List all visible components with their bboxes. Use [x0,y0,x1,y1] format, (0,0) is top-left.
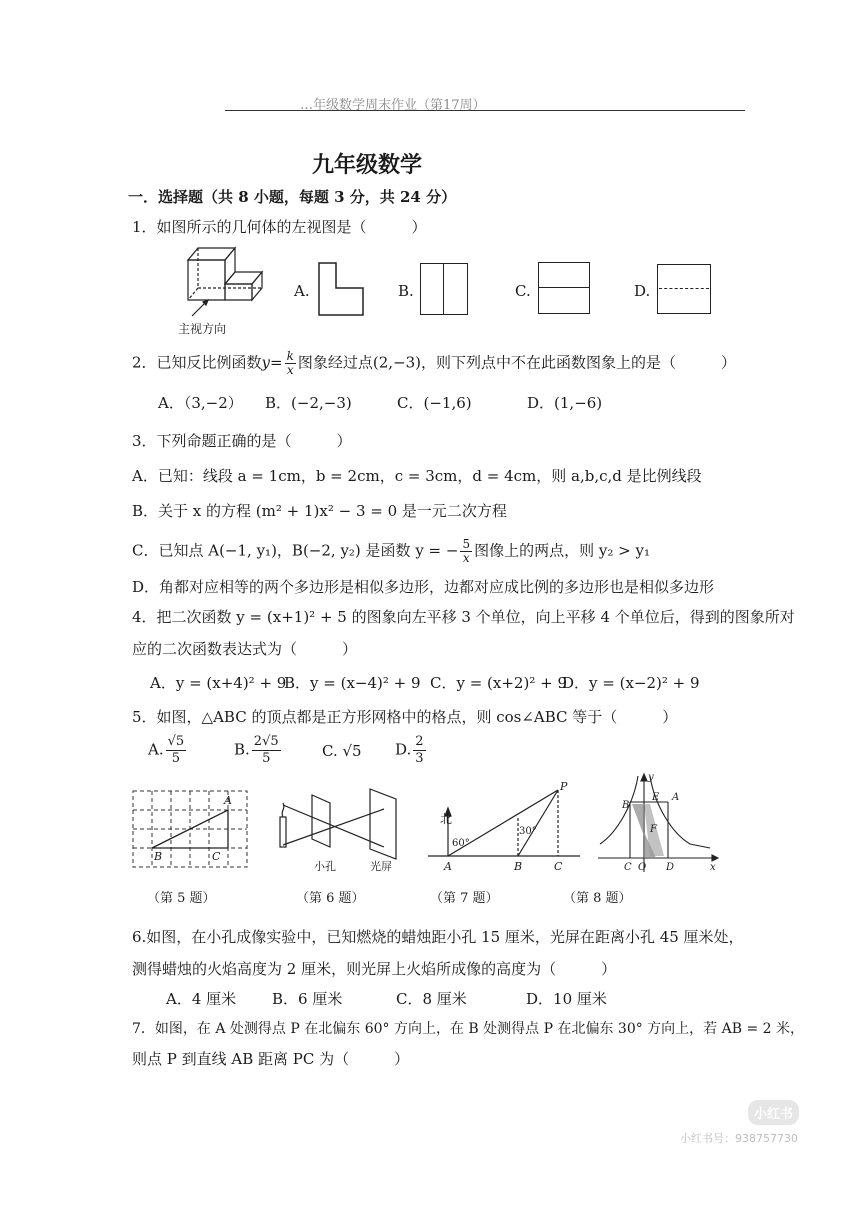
q7-stem-1: 7．如图，在 A 处测得点 P 在北偏东 60° 方向上，在 B 处测得点 P 在北偏东 30° 方向上，若 AB = 2 米， [132,1021,805,1037]
svg-text:C: C [554,860,563,873]
q3-option-a: A．已知：线段 a = 1cm，b = 2cm，c = 3cm，d = 4cm，则 a,b,c,d 是比例线段 [132,467,702,485]
q6-option-a: A．4 厘米 [166,990,237,1008]
q1-option-d: D. [634,282,651,300]
q6-stem-1: 6.如图，在小孔成像实验中，已知燃烧的蜡烛距小孔 15 厘米，光屏在距离小孔 45 厘米处， [132,928,744,946]
q1-option-b: B. [398,282,414,300]
q6-option-b: B．6 厘米 [272,990,343,1008]
svg-text:B: B [154,850,163,863]
q3-fraction: $\frac{5}{x}$ [462,537,471,565]
figure-6-hole-label: 小孔 [314,860,336,873]
q3-option-c-post: 图像上的两点，则 y₂ > y₁ [474,541,650,560]
q2-option-d: D．(1,−6) [527,394,603,412]
q4-stem-1: 4．把二次函数 y = (x+1)² + 5 的图象向左平移 3 个单位，向上平移 4 个单位后，得到的图象所对 [132,608,795,626]
watermark-logo: 小红书 [748,1100,799,1125]
q5-option-d: D. $\frac{2}{3}$ [395,734,424,766]
q1-option-b-shape [420,263,468,315]
svg-text:C: C [212,850,221,863]
section-heading: 一．选择题（共 8 小题，每题 3 分，共 24 分） [128,188,457,206]
svg-text:A: A [224,794,232,807]
q6-option-d: D．10 厘米 [526,990,607,1008]
figure-5-caption: （第 5 题） [147,891,216,906]
page-title: 九年级数学 [312,152,423,178]
q2-stem-c: ，则下列点中不在此函数图象上的是（ ） [421,353,737,372]
q3-option-d: D．角都对应相等的两个多边形是相似多边形，边都对应成比例的多边形也是相似多边形 [132,578,715,596]
q1-option-a: A. [294,282,310,300]
q1-direction-label: 主视方向 [178,322,227,336]
svg-text:O: O [638,862,647,873]
svg-text:C: C [624,862,632,873]
svg-text:F: F [650,824,657,835]
svg-text:y: y [648,772,654,783]
svg-text:P: P [560,780,568,793]
figure-7-bearing [428,782,588,872]
q3-option-c-pre: C．已知点 A(−1, y₁)，B(−2, y₂) 是函数 y = − [132,541,459,560]
q4-option-b: B．y = (x−4)² + 9 [284,674,421,692]
figure-6-screen-label: 光屏 [370,860,392,873]
svg-text:B: B [514,860,523,873]
q1-solid-figure [180,238,280,318]
watermark-id: 小红书号：938757730 [680,1132,798,1145]
q2-option-a: A．（3,−2） [158,394,243,412]
q6-stem-2: 测得蜡烛的火焰高度为 2 厘米，则光屏上火焰所成像的高度为（ ） [132,960,617,978]
q3-stem: 3．下列命题正确的是（ ） [132,432,352,450]
q2-stem-b: 图象经过点 [297,353,373,372]
figure-7-caption: （第 7 题） [430,891,499,906]
svg-text:B: B [622,800,630,811]
q2-stem-a: 2．已知反比例函数 [132,353,262,372]
q1-option-b-line [443,263,444,315]
svg-text:E: E [652,792,660,803]
figure-7-north-label: 北 [440,812,453,826]
figure-5-grid [132,790,250,870]
svg-text:A: A [672,792,680,803]
q1-option-c-line [538,287,590,288]
q1-option-d-dashed-line [659,288,709,289]
q1-option-a-shape [318,262,364,316]
q6-option-c: C．8 厘米 [396,990,467,1008]
figure-8-caption: （第 8 题） [563,891,632,906]
q1-stem: 1．如图所示的几何体的左视图是（ ） [132,218,427,236]
q5-stem: 5．如图，△ABC 的顶点都是正方形网格中的格点，则 cos∠ABC 等于（ ） [132,708,678,726]
figure-7-angle-30: 30° [519,826,537,837]
svg-text:D: D [666,862,675,873]
q1-option-c-shape [538,262,590,314]
q5-option-b: B. $\frac{2√5}{5}$ [234,734,279,766]
q1-option-d-shape [657,264,711,314]
q2-option-b: B．(−2,−3) [265,394,352,412]
q2-point: (2,−3) [372,353,422,372]
q4-stem-2: 应的二次函数表达式为（ ） [132,640,358,658]
svg-text:x: x [710,862,716,873]
figure-6-caption: （第 6 题） [296,891,365,906]
q3-option-b: B．关于 x 的方程 (m² + 1)x² − 3 = 0 是一元二次方程 [132,502,507,520]
figure-8-graph [598,772,722,874]
q4-option-a: A．y = (x+4)² + 9 [150,674,287,692]
q1-option-c: C. [515,282,531,300]
header-line-text: …年级数学周末作业（第17周） [300,98,486,113]
q3-option-c [132,538,650,565]
q2-fraction: $\frac{k}{x}$ [286,349,294,377]
q7-stem-2: 则点 P 到直线 AB 距离 PC 为（ ） [132,1050,410,1068]
q5-option-a: A. $\frac{√5}{5}$ [148,734,185,766]
q5-option-c: C. √5 [322,742,362,760]
q2-stem: 2．已知反比例函数y= $\frac{k}{x}$ 图象经过点(2,−3)，则下列点中不在此函数图象上的是（ ） [132,349,737,377]
figure-6-pinhole [272,785,412,865]
q4-option-d: D．y = (x−2)² + 9 [562,674,700,692]
q4-option-c: C．y = (x+2)² + 9 [430,674,567,692]
q2-option-c: C．(−1,6) [397,394,472,412]
svg-text:A: A [444,860,452,873]
figure-7-angle-60: 60° [452,838,470,849]
